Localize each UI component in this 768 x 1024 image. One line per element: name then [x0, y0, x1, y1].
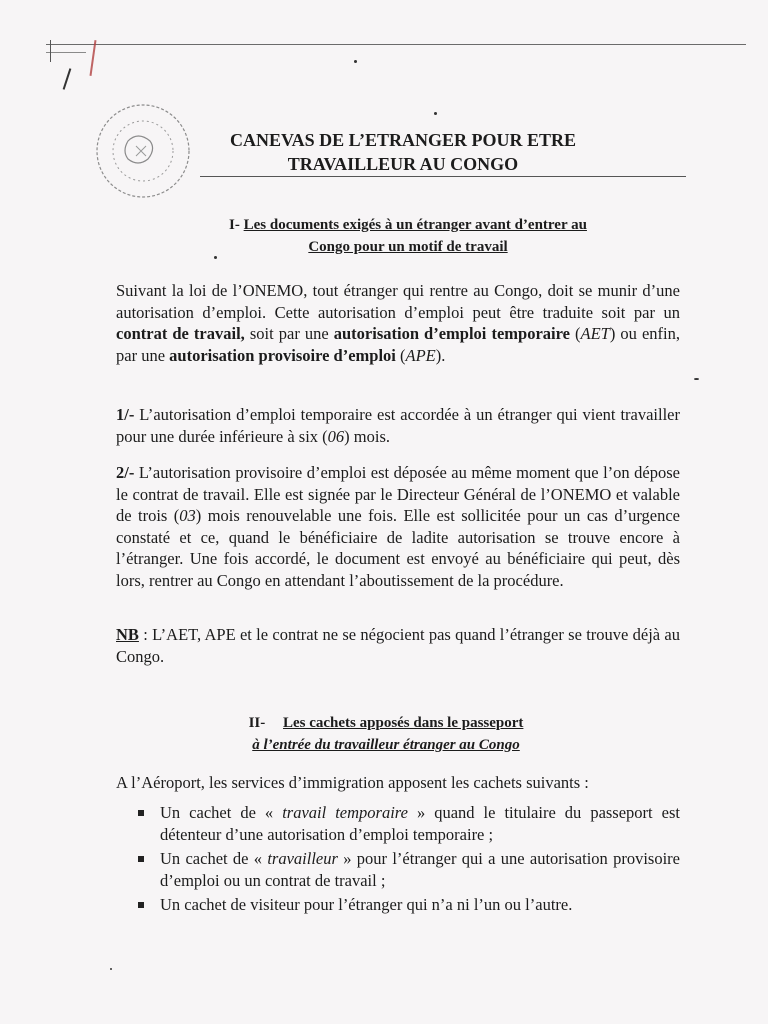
- scan-speck: [354, 60, 357, 63]
- item-2-number: 2/-: [116, 463, 135, 482]
- intro-text: Suivant la loi de l’ONEMO, tout étranger qui rentre au Congo, doit se munir d’une autorisation d’emploi. Cette autorisation d’emploi peut être traduite soit par un: [116, 281, 680, 322]
- list-item-emphasis: travailleur: [267, 849, 338, 868]
- item-2-text: ) mois renouvelable une fois. Elle est sollicitée pour un cas d’urgence constaté et ce, quand le bénéficiaire de ladite autorisation se trouve encore à l’étranger. Une fois accordé, le document est envoyé au bénéficiaire qui peut, dès lors, rentrer au Congo en attendant l’aboutissement de la procédure.: [116, 506, 680, 590]
- aet-term: autorisation d’emploi temporaire: [333, 324, 570, 343]
- item-2-months: 03: [179, 506, 196, 525]
- item-1-text: L’autorisation d’emploi temporaire est accordée à un étranger qui vient travailler pour une durée inférieure à six (: [116, 405, 680, 446]
- list-item-emphasis: travail temporaire: [282, 803, 408, 822]
- bullet-icon: [138, 856, 144, 862]
- section-1-heading-line-2: Congo pour un motif de travail: [308, 239, 508, 255]
- scan-top-rule-short: [46, 52, 86, 53]
- note-label: NB: [116, 625, 139, 644]
- intro-text: ).: [435, 345, 446, 365]
- section-1-heading: [178, 214, 638, 258]
- scan-speck: [110, 968, 112, 970]
- ape-abbrev: APE: [405, 345, 436, 365]
- red-pen-stroke-mark: [90, 40, 97, 76]
- intro-text: (: [569, 324, 581, 343]
- section-2-heading-line-1: Les cachets apposés dans le passeport: [282, 715, 524, 731]
- bullet-icon: [138, 902, 144, 908]
- airport-intro: A l’Aéroport, les services d’immigration apposent les cachets suivants :: [116, 773, 589, 792]
- aet-abbrev: AET: [580, 324, 610, 343]
- note-paragraph: [116, 624, 680, 667]
- bullet-icon: [138, 810, 144, 816]
- scan-speck: [694, 378, 699, 380]
- pen-stroke-mark: [63, 68, 72, 90]
- stamp-list: [128, 802, 680, 919]
- list-item-text: » quand le titulaire du passeport est détenteur d’une autorisation d’emploi temporaire ;: [160, 803, 680, 844]
- document-title: [218, 128, 588, 176]
- scan-top-rule: [46, 44, 746, 45]
- item-1-text: ) mois.: [344, 426, 390, 446]
- list-item-text: Un cachet de «: [160, 849, 268, 868]
- intro-text: (: [395, 345, 406, 365]
- scan-speck: [434, 112, 437, 115]
- pen-stroke-mark-left: [50, 40, 51, 62]
- list-item: [128, 894, 680, 916]
- title-line-1: CANEVAS DE L’ETRANGER POUR ETRE: [229, 130, 577, 150]
- intro-text: soit par une: [244, 324, 334, 343]
- item-2-text: L’autorisation provisoire d’emploi est déposée au même moment que l’on dépose le contrat de travail. Elle est signée par le Directeur Général de l’ONEMO et valable de trois (: [116, 463, 680, 525]
- list-item: [128, 802, 680, 845]
- intro-text: ) ou enfin, par une: [116, 324, 680, 365]
- item-1-paragraph: [116, 404, 680, 447]
- section-2-heading-line-2: à l’entrée du travailleur étranger au Congo: [252, 737, 520, 753]
- official-stamp-icon: [88, 96, 198, 206]
- section-1-heading-line-1: Les documents exigés à un étranger avant d’entrer au: [243, 217, 587, 233]
- section-2-number: II-: [248, 715, 266, 731]
- list-item-text: » pour l’étranger qui a une autorisation provisoire d’emploi ou un contrat de travail ;: [160, 849, 680, 890]
- section-1-number: I-: [229, 217, 240, 233]
- item-1-number: 1/-: [116, 405, 135, 424]
- list-item-text: Un cachet de «: [160, 803, 283, 822]
- note-text: : L’AET, APE et le contrat ne se négocient pas quand l’étranger se trouve déjà au Congo.: [116, 625, 680, 666]
- intro-paragraph: [116, 280, 680, 366]
- item-2-paragraph: [116, 462, 680, 591]
- item-1-months: 06: [327, 426, 345, 446]
- section-2-heading: [196, 712, 576, 756]
- title-line-2: TRAVAILLEUR AU CONGO: [287, 154, 519, 174]
- ape-term: autorisation provisoire d’emploi: [169, 345, 396, 365]
- list-item: [128, 848, 680, 891]
- contrat-de-travail-term: contrat de travail,: [116, 324, 245, 343]
- list-item-text: Un cachet de visiteur pour l’étranger qui n’a ni l’un ou l’autre.: [160, 895, 573, 914]
- title-underline-rule: [200, 176, 686, 177]
